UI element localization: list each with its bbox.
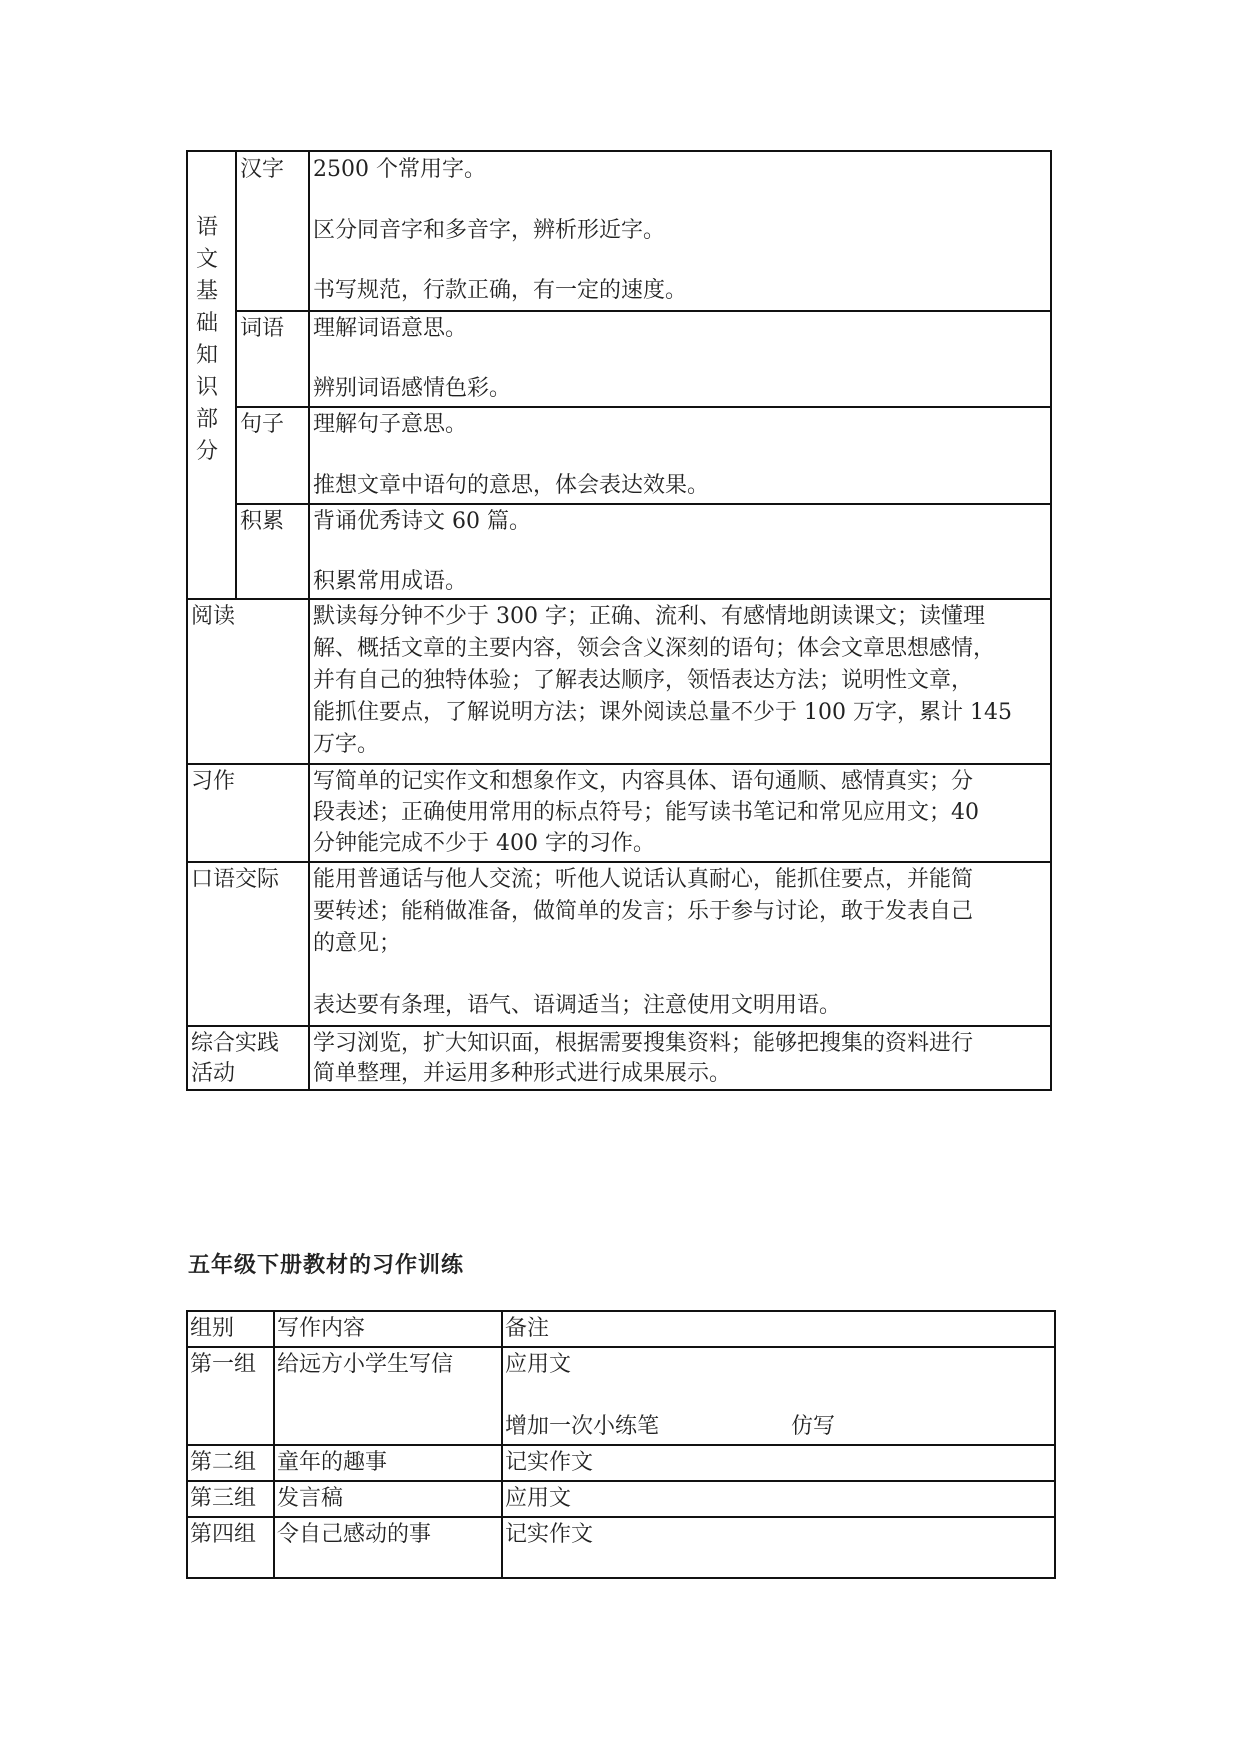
table-row-note: 记实作文 [505,1450,594,1475]
writing-label: 习作 [191,769,236,794]
table-row-note: 仿写 [791,1414,836,1439]
table-border [186,1346,1056,1348]
table-border [235,310,1052,312]
table-border [186,1089,1052,1091]
oral-text: 要转述；能稍做准备，做简单的发言；乐于参与讨论，敢于发表自己 [313,899,974,924]
table-border [186,598,1052,600]
row-text: 理解词语意思。 [313,316,468,341]
table-row-content: 令自己感动的事 [277,1522,432,1547]
table-border [186,1310,188,1579]
practice-text: 简单整理，并运用多种形式进行成果展示。 [313,1061,732,1086]
training-table [186,1310,1056,1579]
oral-text: 表达要有条理，语气、语调适当；注意使用文明用语。 [313,993,842,1018]
table-row-group: 第一组 [190,1352,257,1377]
basic-knowledge-label: 语 文 基 础 知 识 部 分 [195,215,218,464]
table-border [273,1310,275,1579]
row-text: 书写规范，行款正确，有一定的速度。 [313,278,688,303]
practice-label: 活动 [191,1061,236,1086]
table-row-note: 增加一次小练笔 [505,1414,660,1439]
row-label: 积累 [240,509,285,534]
table-border [235,503,1052,505]
writing-text: 段表述；正确使用常用的标点符号；能写读书笔记和常见应用文；40 [313,800,979,825]
table-row-content: 发言稿 [277,1486,344,1511]
table-row-group: 第二组 [190,1450,257,1475]
standards-table [186,150,1052,1091]
oral-text: 能用普通话与他人交流；听他人说话认真耐心，能抓住要点，并能简 [313,867,974,892]
table-border [186,1577,1056,1579]
row-label: 词语 [240,316,285,341]
table-row-note: 应用文 [505,1486,572,1511]
table-row-group: 第三组 [190,1486,257,1511]
oral-text: 的意见； [313,931,402,956]
table-border [1054,1310,1056,1579]
table-border [186,1516,1056,1518]
reading-text: 默读每分钟不少于 300 字；正确、流利、有感情地朗读课文；读懂理 [313,604,985,629]
table-border [186,861,1052,863]
practice-label: 综合实践 [191,1031,280,1056]
table-border [186,150,1052,152]
row-label: 句子 [240,412,285,437]
row-label: 汉字 [240,157,285,182]
row-text: 辨别词语感情色彩。 [313,376,512,401]
table-border [308,150,310,1091]
reading-text: 能抓住要点，了解说明方法；课外阅读总量不少于 100 万字，累计 145 [313,700,1012,725]
table-border [1050,150,1052,1091]
row-text: 区分同音字和多音字，辨析形近字。 [313,218,666,243]
table-border [186,150,188,1091]
reading-text: 解、概括文章的主要内容，领会含义深刻的语句；体会文章思想感情， [313,636,996,661]
header-note: 备注 [505,1316,550,1341]
row-text: 背诵优秀诗文 60 篇。 [313,509,531,534]
reading-text: 并有自己的独特体验；了解表达顺序，领悟表达方法；说明性文章， [313,668,974,693]
reading-label: 阅读 [191,604,236,629]
row-text: 理解句子意思。 [313,412,468,437]
section-heading: 五年级下册教材的习作训练 [188,1253,465,1278]
table-border [235,406,1052,408]
table-border [186,1310,1056,1312]
practice-text: 学习浏览，扩大知识面，根据需要搜集资料；能够把搜集的资料进行 [313,1031,974,1056]
table-border [186,1444,1056,1446]
oral-label: 口语交际 [191,867,280,892]
row-text: 2500 个常用字。 [313,157,486,182]
row-text: 积累常用成语。 [313,569,468,594]
table-border [186,1480,1056,1482]
table-border [501,1310,503,1579]
table-border [186,763,1052,765]
table-row-content: 给远方小学生写信 [277,1352,454,1377]
reading-text: 万字。 [313,732,380,757]
writing-text: 写简单的记实作文和想象作文，内容具体、语句通顺、感情真实；分 [313,769,974,794]
header-group: 组别 [190,1316,235,1341]
table-border [186,1025,1052,1027]
writing-text: 分钟能完成不少于 400 字的习作。 [313,831,655,856]
row-text: 推想文章中语句的意思，体会表达效果。 [313,473,710,498]
header-content: 写作内容 [277,1316,366,1341]
table-border [235,150,237,598]
table-row-note: 记实作文 [505,1522,594,1547]
table-row-note: 应用文 [505,1352,572,1377]
table-row-group: 第四组 [190,1522,257,1547]
table-row-content: 童年的趣事 [277,1450,388,1475]
